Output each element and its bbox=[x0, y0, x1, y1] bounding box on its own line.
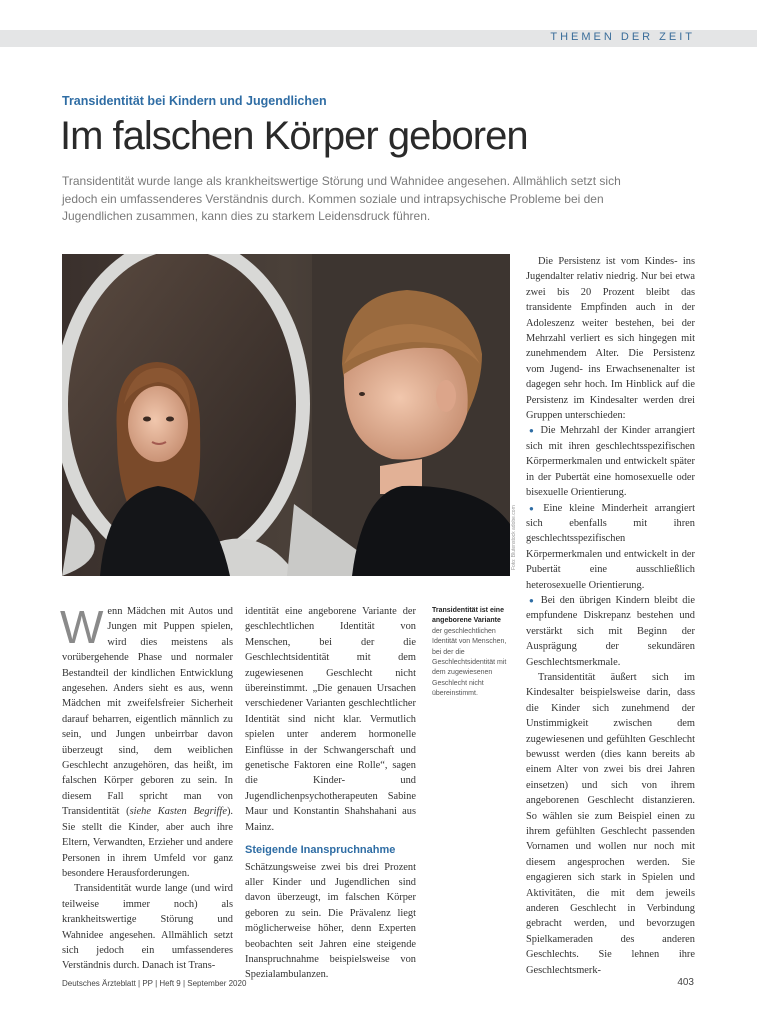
article-kicker: Transidentität bei Kindern und Jugendlichen bbox=[62, 94, 327, 108]
body-column-3 bbox=[526, 254, 695, 978]
bullet-item: ● Bei den übrigen Kindern bleibt die empfundene Diskrepanz bestehen und verstärkt sich mit Beginn der Ausprägung der sekundären Geschlechtsmerkmale. bbox=[526, 593, 695, 670]
photo-credit: Foto: Blutenstock adobe.com bbox=[511, 505, 517, 570]
paragraph: Transidentität wurde lange (und wird teilweise immer noch) als krankheitswertige Störung und Wahnidee angesehen. Allmählich setzt sich jedoch ein umfassenderes Verständnis durch. Danach ist Trans- bbox=[62, 883, 233, 972]
article-lead: Transidentität wurde lange als krankheitswertige Störung und Wahnidee angesehen. Allmählich setzt sich jedoch ein umfassenderes Verständnis durch. Kommen soziale und intrapsychische Probleme bei den Jugendlichen zusammen, kann dies zu starkem Leidensdruck führen. bbox=[62, 174, 621, 223]
drop-cap: W bbox=[60, 601, 104, 653]
bullet-item: ● Eine kleine Minderheit arrangiert sich ebenfalls mit ihren geschlechtsspezifischen Körpermerkmalen und entwickelt in der Pubertät eine ausschließlich heterosexuelle Orientierung. bbox=[526, 501, 695, 593]
paragraph: Die Persistenz ist vom Kindes- ins Jugendalter relativ niedrig. Nur bei etwa zwei bis 20 Prozent bleibt das transidente Empfinden auch in der Adoleszenz weiter bestehen, bei der Mehrzahl verliert es sich hingegen mit zunehmendem Alter. Die Persistenz vom Jugend- ins Erwachsenenalter ist dagegen sehr hoch. Im Hinblick auf die Persistenz im Kindesalter werden drei Gruppen unterschieden: bbox=[526, 256, 695, 422]
paragraph: Transidentität äußert sich im Kindesalter beispielsweise darin, dass die Kinder sich zunehmend der Unstimmigkeit zwischen dem zugewiesenen und gefühlten Geschlecht bewusst werden (dies kann bereits ab einem Alter von zwei bis drei Jahren einsetzen) und sich von ihrem angeborenen Geschlecht distanzieren. So wählen sie zum Beispiel einen zu ihrem gefühlten Geschlecht passenden Vornamen und wollen nur noch mit diesem angesprochen werden. Sie engagieren sich stark in Spielen und Aktivitäten, die mit dem jeweils anderen Geschlecht in Verbindung gebracht werden, und bevorzugen Spielkameraden des anderen Geschlechts. Sie lehnen ihre Geschlechtsmerk- bbox=[526, 671, 695, 976]
subheading: Steigende Inanspruchnahme bbox=[245, 844, 396, 857]
bullet-item: ● Die Mehrzahl der Kinder arrangiert sich mit ihren geschlechtsspezifischen Körpermerkmalen und entwickelt später in der Pubertät eine homosexuelle oder bisexuelle Orientierung. bbox=[526, 423, 695, 500]
paragraph: Wenn Mädchen mit Autos und Jungen mit Puppen spielen, wird dies meistens als vorübergehende Phase und normaler Bestandteil der kindlichen Entwicklung angesehen. Anders sieht es aus, wenn Mädchen mit zweifelsfreier Sicherheit darauf beharren, eigentlich männlich zu sein, und Jungen unbeirrbar davon überzeugt sind, dem weiblichen Geschlecht anzugehören, das heißt, im falschen Körper geboren zu sein. In diesem Fall spricht man von Transidentität (siehe Kasten Begriffe). Sie stellt die Kinder, aber auch ihre Eltern, Verwandten, Erzieher und andere Personen in ihrem Umfeld vor ganz besondere Herausforderungen. bbox=[60, 601, 233, 879]
body-column-1 bbox=[60, 601, 233, 974]
body-column-2 bbox=[245, 604, 416, 983]
paragraph: Schätzungsweise zwei bis drei Prozent aller Kinder und Jugendlichen sind davon überzeugt, im falschen Körper geboren zu sein. Die Prävalenz liegt möglicherweise höher, denn Experten beobachten seit Jahren eine steigende Inanspruchnahme beispielsweise von Spezialambulanzen. bbox=[245, 861, 416, 981]
margin-note: Transidentität ist eine angeborene Variante der geschlechtlichen Identität von Menschen, bei der die Geschlechtsidentität mit dem zugewiesenen Geschlecht nicht übereinstimmt. bbox=[432, 607, 507, 698]
publication-footer: Deutsches Ärzteblatt | PP | Heft 9 | September 2020 bbox=[62, 979, 247, 988]
article-photo bbox=[62, 254, 510, 576]
box-reference: siehe Kasten Begriffe bbox=[129, 806, 227, 818]
article-title: Im falschen Körper geboren bbox=[60, 114, 528, 158]
paragraph: identität eine angeborene Variante der geschlechtlichen Identität von Menschen, bei der die Geschlechtsidentität mit dem zugewiesenen Geschlecht nicht übereinstimmt. „Die genauen Ursachen verschiedener Varianten geschlechtlicher Identität sind nicht klar. Vermutlich spielen unter anderem hormonelle Einflüsse in der Schwangerschaft und genetische Faktoren eine Rolle“, sagen die Kinder- und Jugendlichenpsychotherapeuten Sabine Maur und Konstantin Shahshahani aus Mainz. bbox=[245, 606, 416, 833]
photo-girl-boy-mirror bbox=[62, 254, 510, 576]
section-label: THEMEN DER ZEIT bbox=[550, 31, 695, 43]
page-number: 403 bbox=[677, 977, 694, 988]
